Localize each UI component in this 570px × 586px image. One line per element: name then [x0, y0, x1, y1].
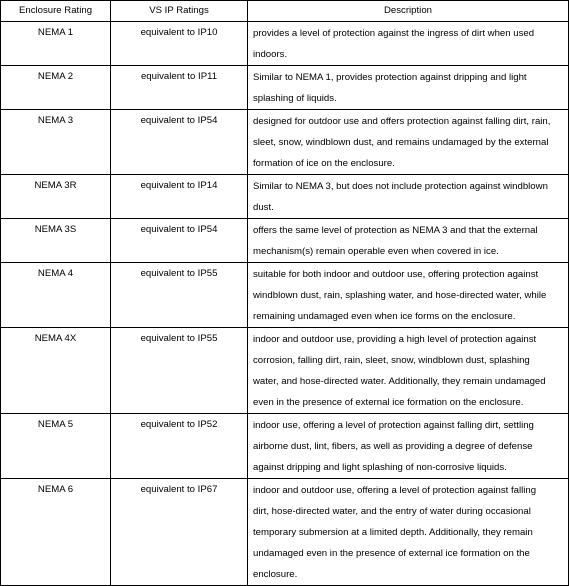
description-line: dust. — [253, 202, 274, 213]
table-row — [1, 263, 569, 328]
description-line: enclosure. — [253, 569, 298, 580]
ip-rating-cell: equivalent to IP54 — [111, 110, 248, 175]
description-line: temporary submersion at a limited depth. Additionally, they remain — [253, 527, 533, 538]
description-cell — [248, 414, 569, 479]
description-cell — [248, 263, 569, 328]
ip-rating-cell: equivalent to IP11 — [111, 66, 248, 110]
description-cell — [248, 175, 569, 219]
header-enclosure-rating: Enclosure Rating — [1, 1, 111, 22]
enclosure-rating-cell: NEMA 3R — [1, 175, 111, 219]
ip-rating-cell: equivalent to IP55 — [111, 328, 248, 414]
table-row — [1, 328, 569, 414]
description-line: windblown dust, rain, splashing water, and hose-directed water, while — [253, 290, 547, 301]
description-line: Similar to NEMA 1, provides protection against dripping and light — [253, 72, 527, 83]
description-cell — [248, 219, 569, 263]
description-line: mechanism(s) remain operable even when covered in ice. — [253, 246, 499, 257]
description-line: formation of ice on the enclosure. — [253, 158, 395, 169]
description-line: dirt, hose-directed water, and the entry of water during occasional — [253, 506, 531, 517]
table-body — [1, 22, 569, 586]
description-line: indoor and outdoor use, offering a level of protection against falling — [253, 485, 537, 496]
description-cell — [248, 110, 569, 175]
enclosure-rating-cell: NEMA 6 — [1, 479, 111, 586]
description-line: against dripping and light splashing of non-corrosive liquids. — [253, 462, 507, 473]
enclosure-rating-cell: NEMA 1 — [1, 22, 111, 66]
table-header-row — [1, 1, 569, 22]
description-cell — [248, 479, 569, 586]
enclosure-rating-cell: NEMA 4 — [1, 263, 111, 328]
description-line: designed for outdoor use and offers protection against falling dirt, rain, — [253, 116, 551, 127]
description-line: water, and hose-directed water. Additionally, they remain undamaged — [253, 376, 546, 387]
description-cell — [248, 328, 569, 414]
description-line: airborne dust, lint, fibers, as well as providing a degree of defense — [253, 441, 533, 452]
description-line: indoor use, offering a level of protection against falling dirt, settling — [253, 420, 534, 431]
description-line: Similar to NEMA 3, but does not include protection against windblown — [253, 181, 548, 192]
header-ip-ratings: VS IP Ratings — [111, 1, 248, 22]
enclosure-rating-cell: NEMA 2 — [1, 66, 111, 110]
table-row — [1, 175, 569, 219]
table-row — [1, 479, 569, 586]
description-line: provides a level of protection against the ingress of dirt when used — [253, 28, 535, 39]
table-row — [1, 66, 569, 110]
ip-rating-cell: equivalent to IP55 — [111, 263, 248, 328]
description-line: indoors. — [253, 49, 288, 60]
enclosure-rating-cell: NEMA 5 — [1, 414, 111, 479]
ip-rating-cell: equivalent to IP54 — [111, 219, 248, 263]
description-line: undamaged even in the presence of external ice formation on the — [253, 548, 530, 559]
description-cell — [248, 22, 569, 66]
description-line: sleet, snow, windblown dust, and remains undamaged by the external — [253, 137, 549, 148]
description-line: even in the presence of external ice formation on the enclosure. — [253, 397, 524, 408]
description-line: indoor and outdoor use, providing a high level of protection against — [253, 334, 537, 345]
description-line: corrosion, falling dirt, rain, sleet, snow, windblown dust, splashing — [253, 355, 530, 366]
description-line: splashing of liquids. — [253, 93, 337, 104]
ip-rating-cell: equivalent to IP10 — [111, 22, 248, 66]
table-row — [1, 110, 569, 175]
table-row — [1, 22, 569, 66]
table-row — [1, 219, 569, 263]
description-line: suitable for both indoor and outdoor use, offering protection against — [253, 269, 539, 280]
description-line: remaining undamaged even when ice forms on the enclosure. — [253, 311, 516, 322]
enclosure-rating-cell: NEMA 3S — [1, 219, 111, 263]
header-description: Description — [248, 1, 569, 22]
description-cell — [248, 66, 569, 110]
ip-rating-cell: equivalent to IP14 — [111, 175, 248, 219]
enclosure-rating-cell: NEMA 3 — [1, 110, 111, 175]
ip-rating-cell: equivalent to IP52 — [111, 414, 248, 479]
description-line: offers the same level of protection as NEMA 3 and that the external — [253, 225, 538, 236]
enclosure-rating-cell: NEMA 4X — [1, 328, 111, 414]
ip-rating-cell: equivalent to IP67 — [111, 479, 248, 586]
table-row — [1, 414, 569, 479]
